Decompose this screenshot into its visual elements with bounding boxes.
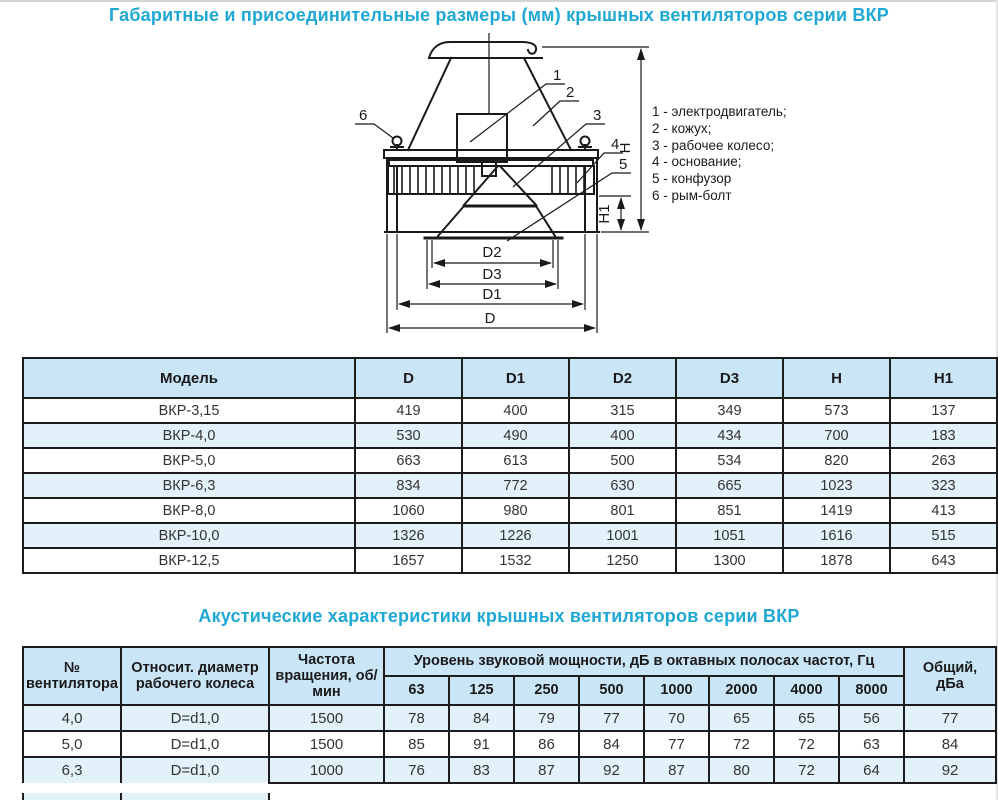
value-cell: 83 — [449, 757, 514, 783]
total-cell: 92 — [904, 757, 996, 783]
legend-item: 2 - кожух; — [652, 120, 712, 136]
louver-slats — [394, 167, 584, 193]
value-cell: 613 — [462, 448, 569, 473]
header-total-dba: Общий, дБа — [904, 647, 996, 705]
value-cell: 87 — [644, 757, 709, 783]
dimensions-header-row — [23, 358, 997, 398]
dim-label-d1: D1 — [482, 286, 502, 303]
callout-3: 3 — [593, 107, 602, 124]
value-cell: 1419 — [783, 498, 890, 523]
value-cell: 349 — [676, 398, 783, 423]
table-row — [23, 398, 997, 423]
header-fan-number: № вентилятора — [23, 647, 121, 705]
table-row — [23, 448, 997, 473]
legend-item: 3 - рабочее колесо; — [652, 137, 775, 153]
value-cell: 72 — [709, 731, 774, 757]
value-cell: 1250 — [569, 548, 676, 573]
value-cell: 64 — [839, 757, 904, 783]
value-cell: 72 — [774, 757, 839, 783]
value-cell: 500 — [569, 448, 676, 473]
header-d: D — [355, 358, 462, 398]
value-cell: 1326 — [355, 523, 462, 548]
table-cutoff-continuation — [22, 793, 270, 800]
page-title-acoustics: Акустические характеристики крышных вентиляторов серии ВКР — [198, 606, 800, 626]
value-cell: 490 — [462, 423, 569, 448]
header-freq-4000: 4000 — [774, 676, 839, 705]
value-cell: 530 — [355, 423, 462, 448]
model-cell: ВКР-6,3 — [23, 473, 355, 498]
legend-item: 4 - основание; — [652, 154, 742, 170]
diameter-cell: D=d1,0 — [121, 757, 269, 783]
value-cell: 772 — [462, 473, 569, 498]
model-cell: ВКР-12,5 — [23, 548, 355, 573]
header-freq-2000: 2000 — [709, 676, 774, 705]
model-cell: ВКР-3,15 — [23, 398, 355, 423]
value-cell: 534 — [676, 448, 783, 473]
callout-5: 5 — [619, 156, 628, 173]
eye-bolt-icon — [391, 137, 591, 151]
value-cell: 78 — [384, 705, 449, 731]
value-cell: 1060 — [355, 498, 462, 523]
model-cell: ВКР-10,0 — [23, 523, 355, 548]
value-cell: 85 — [384, 731, 449, 757]
value-cell: 1616 — [783, 523, 890, 548]
table-row — [23, 473, 997, 498]
value-cell: 700 — [783, 423, 890, 448]
header-h: H — [783, 358, 890, 398]
callout-6: 6 — [359, 107, 368, 124]
value-cell: 77 — [579, 705, 644, 731]
acoustics-table — [22, 646, 997, 784]
fan-body-outline — [384, 33, 602, 238]
header-h1: H1 — [890, 358, 997, 398]
header-freq-63: 63 — [384, 676, 449, 705]
value-cell: 400 — [569, 423, 676, 448]
value-cell: 79 — [514, 705, 579, 731]
value-cell: 1226 — [462, 523, 569, 548]
speed-cell: 1500 — [269, 705, 384, 731]
value-cell: 630 — [569, 473, 676, 498]
value-cell: 573 — [783, 398, 890, 423]
table-row — [23, 548, 997, 573]
acoustics-header-row-1 — [23, 647, 996, 676]
value-cell: 76 — [384, 757, 449, 783]
header-freq-250: 250 — [514, 676, 579, 705]
header-d2: D2 — [569, 358, 676, 398]
header-freq-125: 125 — [449, 676, 514, 705]
value-cell: 834 — [355, 473, 462, 498]
value-cell: 820 — [783, 448, 890, 473]
table-row — [23, 523, 997, 548]
total-cell: 77 — [904, 705, 996, 731]
value-cell: 1657 — [355, 548, 462, 573]
diagram-labels — [359, 67, 634, 327]
header-model: Модель — [23, 358, 355, 398]
value-cell: 84 — [579, 731, 644, 757]
header-freq-500: 500 — [579, 676, 644, 705]
header-rotation-speed: Частота вращения, об/мин — [269, 647, 384, 705]
legend-item: 5 - конфузор — [652, 171, 732, 187]
value-cell: 1001 — [569, 523, 676, 548]
legend-item: 1 - электродвигатель; — [652, 104, 787, 119]
table-row — [23, 757, 996, 783]
value-cell: 183 — [890, 423, 997, 448]
table-row — [23, 731, 996, 757]
value-cell: 56 — [839, 705, 904, 731]
callout-2: 2 — [566, 84, 575, 101]
dimensions-table — [22, 357, 998, 574]
cutoff-column-divider — [120, 793, 122, 800]
diagram-legend — [652, 104, 787, 205]
value-cell: 1300 — [676, 548, 783, 573]
impeller-outline — [425, 161, 562, 238]
value-cell: 87 — [514, 757, 579, 783]
speed-cell: 1500 — [269, 731, 384, 757]
value-cell: 1023 — [783, 473, 890, 498]
value-cell: 72 — [774, 731, 839, 757]
value-cell: 80 — [709, 757, 774, 783]
value-cell: 84 — [449, 705, 514, 731]
diameter-cell: D=d1,0 — [121, 731, 269, 757]
model-cell: ВКР-4,0 — [23, 423, 355, 448]
dim-label-d: D — [484, 310, 496, 327]
fan-number-cell: 4,0 — [23, 705, 121, 731]
header-d3: D3 — [676, 358, 783, 398]
header-freq-8000: 8000 — [839, 676, 904, 705]
value-cell: 323 — [890, 473, 997, 498]
model-cell: ВКР-5,0 — [23, 448, 355, 473]
value-cell: 1878 — [783, 548, 890, 573]
header-sound-power: Уровень звуковой мощности, дБ в октавных полосах частот, Гц — [384, 647, 904, 676]
dim-label-d3: D3 — [482, 266, 502, 283]
header-d1: D1 — [462, 358, 569, 398]
dim-label-h: H — [617, 142, 634, 154]
table-row — [23, 423, 997, 448]
value-cell: 65 — [709, 705, 774, 731]
total-cell: 84 — [904, 731, 996, 757]
value-cell: 65 — [774, 705, 839, 731]
value-cell: 137 — [890, 398, 997, 423]
fan-number-cell: 6,3 — [23, 757, 121, 783]
value-cell: 665 — [676, 473, 783, 498]
value-cell: 63 — [839, 731, 904, 757]
value-cell: 1532 — [462, 548, 569, 573]
callout-4: 4 — [611, 136, 620, 153]
value-cell: 77 — [644, 731, 709, 757]
dim-label-d2: D2 — [482, 244, 502, 261]
table-row — [23, 705, 996, 731]
legend-item: 6 - рым-болт — [652, 187, 732, 203]
value-cell: 92 — [579, 757, 644, 783]
value-cell: 86 — [514, 731, 579, 757]
page-title-dimensions: Габаритные и присоединительные размеры (мм) крышных вентиляторов серии ВКР — [108, 5, 890, 25]
diameter-cell: D=d1,0 — [121, 705, 269, 731]
table-row — [23, 498, 997, 523]
value-cell: 851 — [676, 498, 783, 523]
value-cell: 434 — [676, 423, 783, 448]
value-cell: 1051 — [676, 523, 783, 548]
value-cell: 663 — [355, 448, 462, 473]
value-cell: 419 — [355, 398, 462, 423]
value-cell: 515 — [890, 523, 997, 548]
value-cell: 91 — [449, 731, 514, 757]
value-cell: 643 — [890, 548, 997, 573]
fan-number-cell: 5,0 — [23, 731, 121, 757]
model-cell: ВКР-8,0 — [23, 498, 355, 523]
value-cell: 980 — [462, 498, 569, 523]
dim-label-h1: H1 — [596, 204, 613, 224]
value-cell: 801 — [569, 498, 676, 523]
value-cell: 263 — [890, 448, 997, 473]
screen-edge-top — [0, 0, 998, 2]
value-cell: 315 — [569, 398, 676, 423]
speed-cell: 1000 — [269, 757, 384, 783]
callout-1: 1 — [553, 67, 562, 84]
header-rel-diameter: Относит. диаметр рабочего колеса — [121, 647, 269, 705]
header-freq-1000: 1000 — [644, 676, 709, 705]
value-cell: 413 — [890, 498, 997, 523]
value-cell: 70 — [644, 705, 709, 731]
value-cell: 400 — [462, 398, 569, 423]
